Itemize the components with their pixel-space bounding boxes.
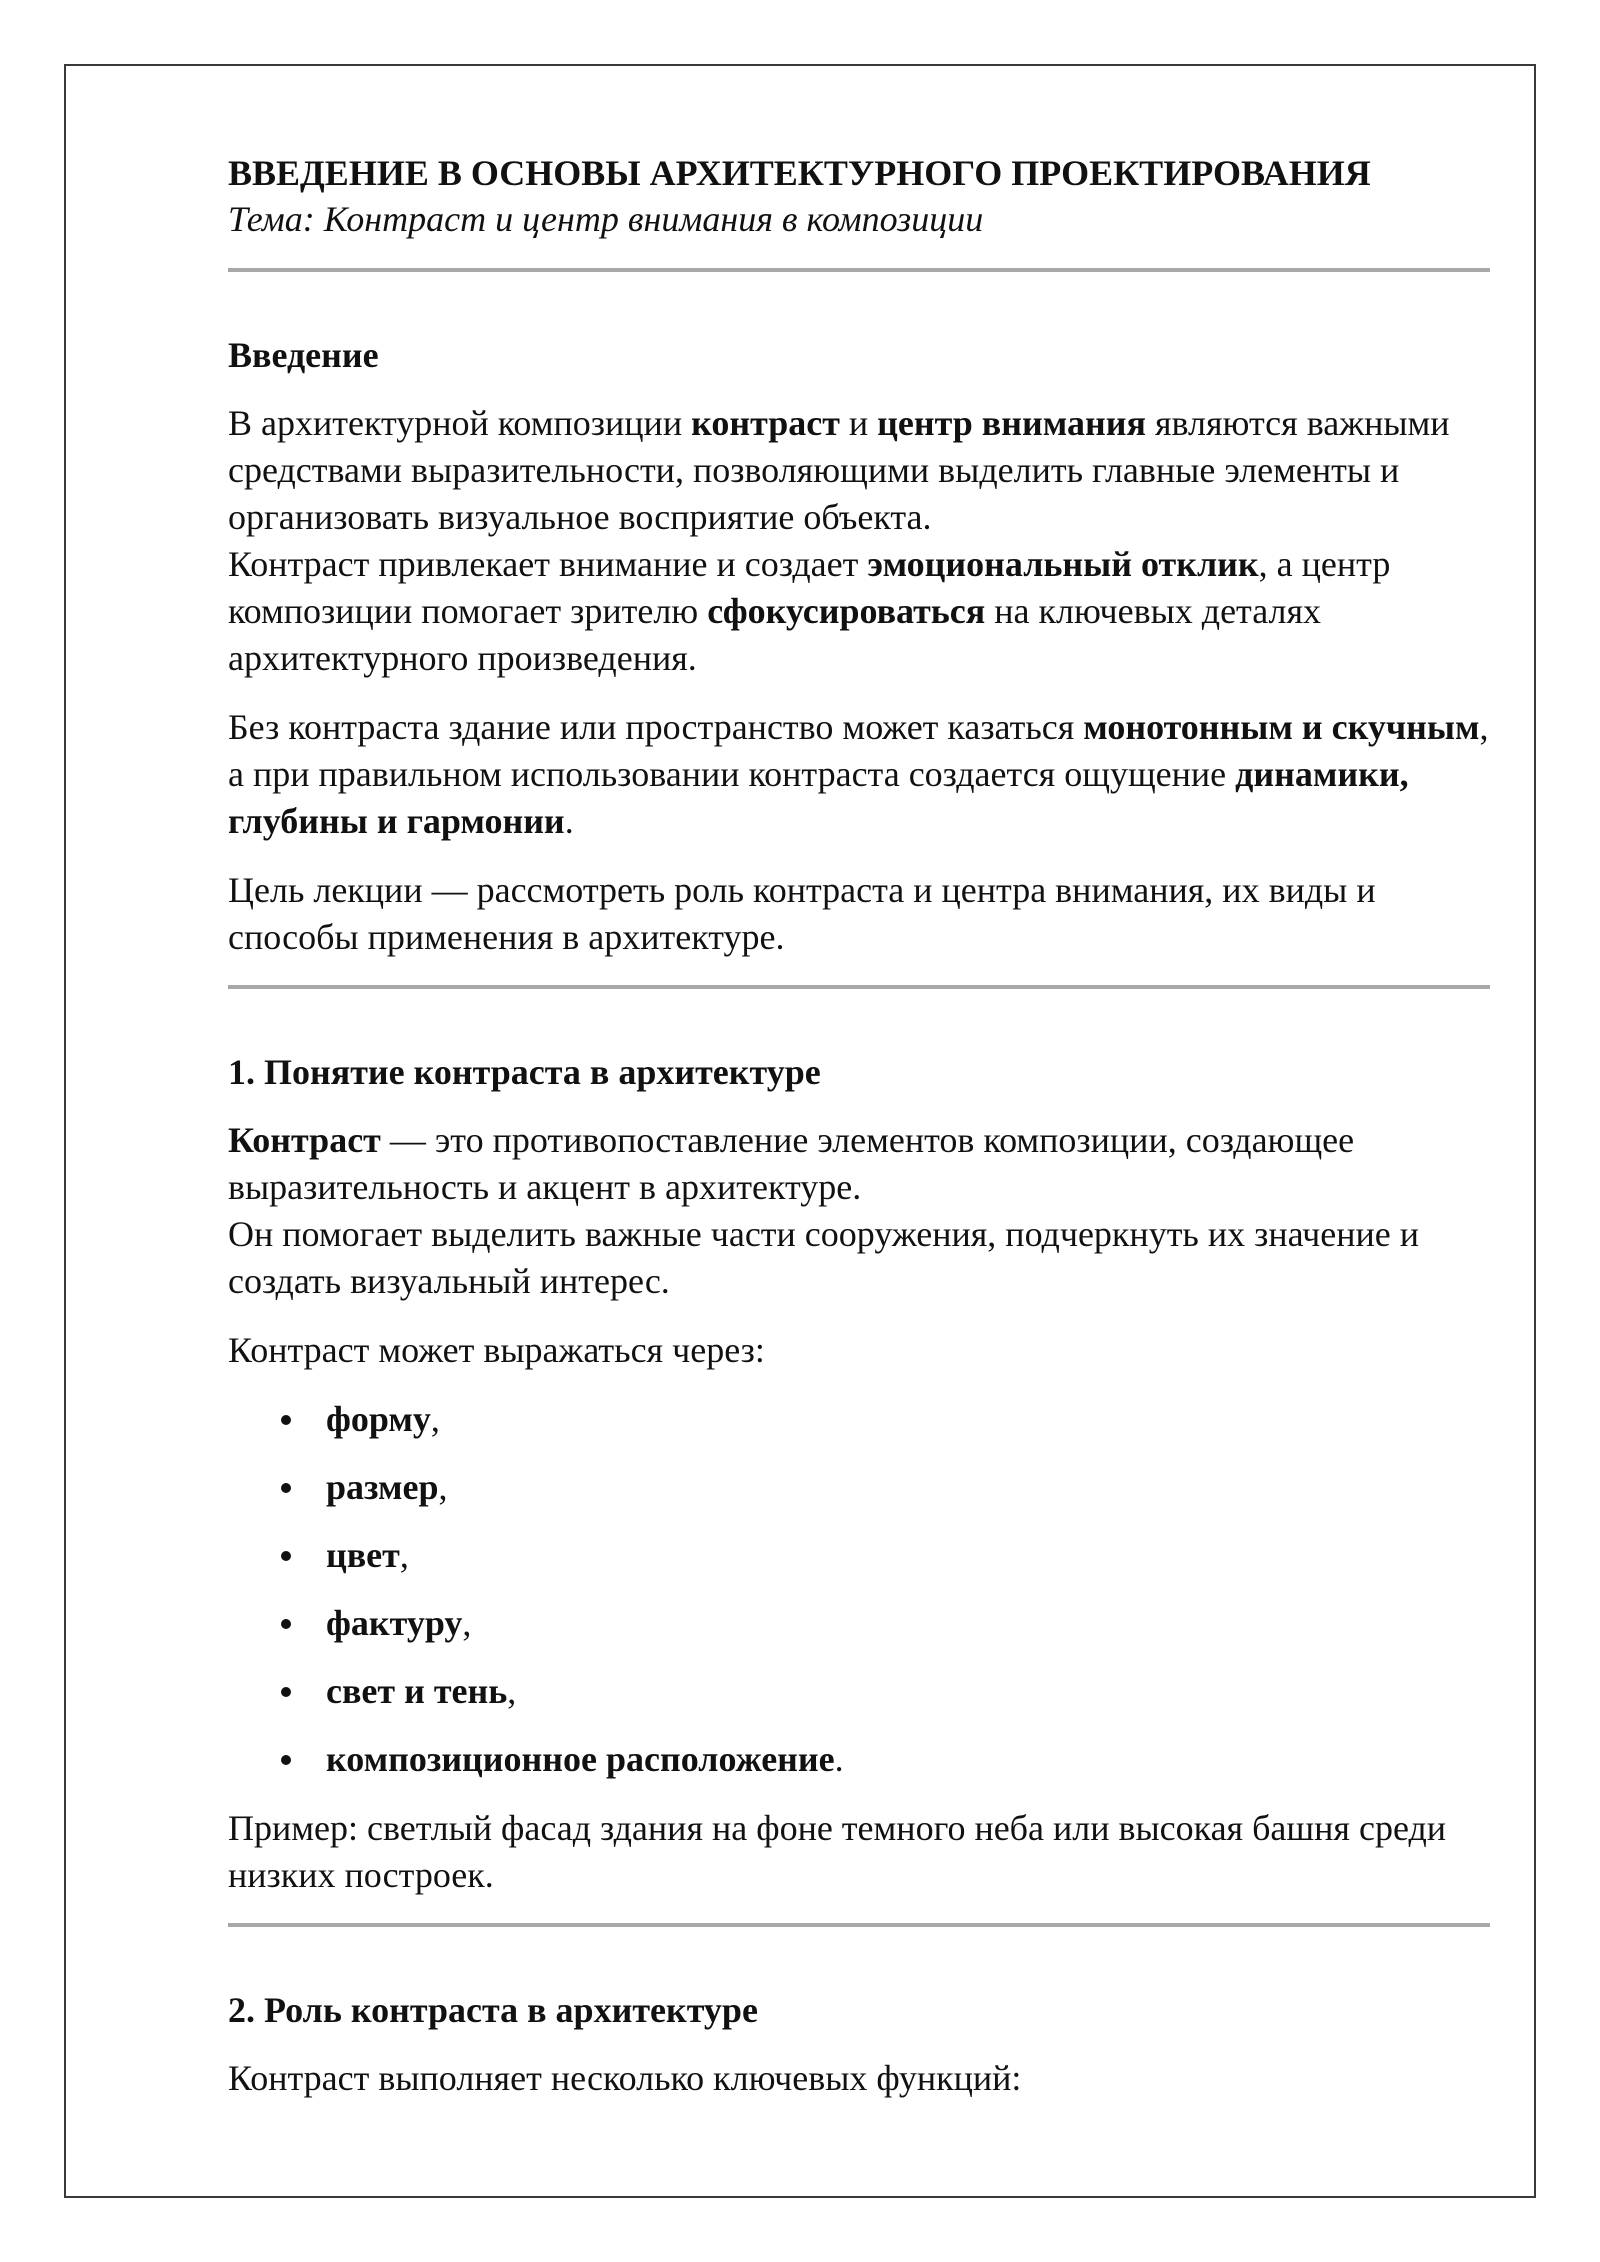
text-run: Он помогает выделить важные части сооружения, подчеркнуть их значение и создать визуальный интерес. <box>228 1214 1419 1301</box>
bullet-icon <box>281 1415 291 1425</box>
bold-term: эмоциональный отклик <box>867 544 1259 584</box>
text-run: Без контраста здание или пространство может казаться <box>228 707 1084 747</box>
bold-term: контраст <box>691 403 840 443</box>
section-1-paragraph-2: Контраст может выражаться через: <box>228 1330 765 1370</box>
text-run: , <box>507 1671 517 1711</box>
bold-term: фактуру <box>326 1603 463 1643</box>
document-title: ВВЕДЕНИЕ В ОСНОВЫ АРХИТЕКТУРНОГО ПРОЕКТИРОВАНИЯ <box>228 153 1371 193</box>
divider <box>228 985 1490 989</box>
text-run: являются важными средствами выразительности, позволяющими выделить главные элементы и организовать визуальное восприятие объекта. <box>228 403 1450 537</box>
bold-term: сфокусироваться <box>707 591 986 631</box>
text-run: , <box>399 1535 409 1575</box>
text-run: , <box>462 1603 472 1643</box>
section-1-paragraph-1 <box>228 1117 1490 1305</box>
text-run: и <box>839 403 878 443</box>
text-run: , <box>438 1467 448 1507</box>
text-run: на ключевых деталях архитектурного произведения. <box>228 591 1322 678</box>
text-run: В архитектурной композиции <box>228 403 692 443</box>
bold-term: цвет <box>326 1535 400 1575</box>
text-run: — это противопоставление элементов композиции, создающее выразительность и акцент в архитектуре. <box>228 1120 1355 1207</box>
section-2-heading: 2. Роль контраста в архитектуре <box>228 1990 758 2030</box>
bullet-icon <box>281 1551 291 1561</box>
bold-term: центр внимания <box>877 403 1146 443</box>
text-run: Контраст привлекает внимание и создает <box>228 544 868 584</box>
bullet-icon <box>281 1619 291 1629</box>
text-run: , а центр композиции помогает зрителю <box>228 544 1391 631</box>
section-2-paragraph-1: Контраст выполняет несколько ключевых функций: <box>228 2058 1022 2098</box>
intro-heading: Введение <box>228 335 379 375</box>
section-1-paragraph-3: Пример: светлый фасад здания на фоне темного неба или высокая башня среди низких построек. <box>228 1808 1447 1895</box>
document-body <box>228 150 1490 2102</box>
bold-term: свет и тень <box>326 1671 508 1711</box>
list-item <box>228 1668 1490 1715</box>
bold-term: Контраст <box>228 1120 381 1160</box>
bullet-icon <box>281 1483 291 1493</box>
section-1-heading: 1. Понятие контраста в архитектуре <box>228 1052 821 1092</box>
bullet-icon <box>281 1687 291 1697</box>
bold-term: композиционное расположение <box>326 1739 835 1779</box>
bold-term: динамики, глубины и гармонии <box>228 754 1409 841</box>
list-item <box>228 1736 1490 1783</box>
divider <box>228 268 1490 272</box>
list-item <box>228 1464 1490 1511</box>
text-run: . <box>564 801 574 841</box>
text-run: . <box>834 1739 844 1779</box>
list-item <box>228 1396 1490 1443</box>
intro-paragraph-1 <box>228 400 1490 682</box>
bold-term: размер <box>326 1467 439 1507</box>
divider <box>228 1923 1490 1927</box>
bullet-icon <box>281 1755 291 1765</box>
document-subtitle: Тема: Контраст и центр внимания в композиции <box>228 199 984 239</box>
intro-paragraph-2 <box>228 704 1490 845</box>
bold-term: монотонным и скучным <box>1083 707 1480 747</box>
intro-paragraph-3: Цель лекции — рассмотреть роль контраста и центра внимания, их виды и способы применения в архитектуре. <box>228 870 1376 957</box>
list-item <box>228 1600 1490 1647</box>
text-run: , а при правильном использовании контраста создается ощущение <box>228 707 1489 794</box>
list-item <box>228 1532 1490 1579</box>
text-run: , <box>430 1399 440 1439</box>
contrast-means-list <box>228 1396 1490 1783</box>
bold-term: форму <box>326 1399 431 1439</box>
